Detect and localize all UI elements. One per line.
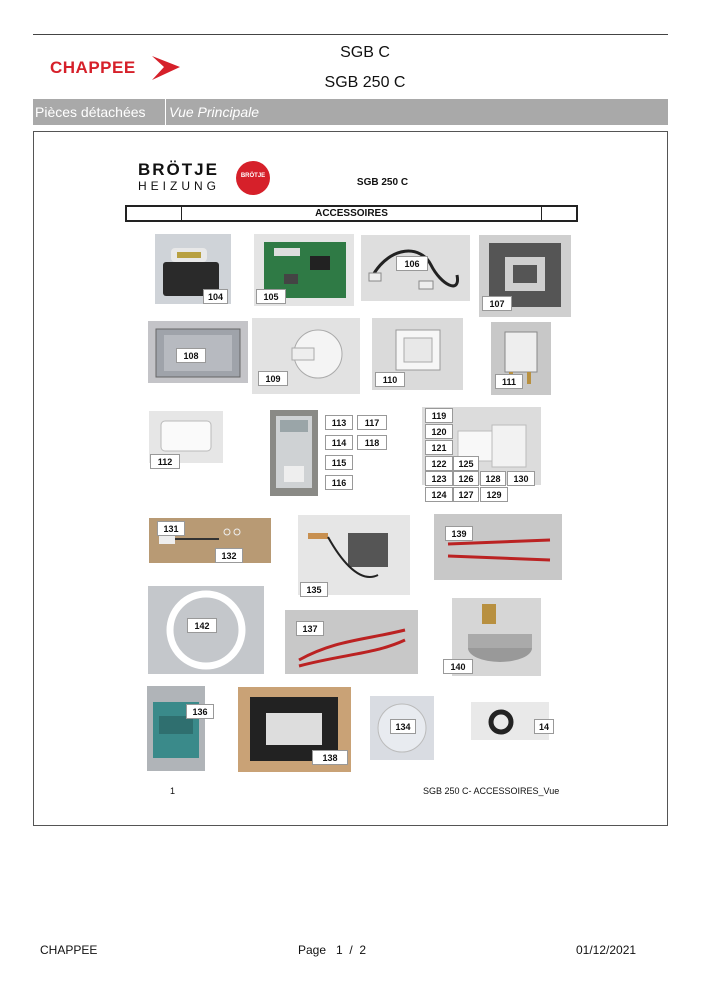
label-112: 112 xyxy=(150,454,180,469)
label-130: 130 xyxy=(507,471,535,486)
label-126: 126 xyxy=(453,471,479,486)
label-114: 114 xyxy=(325,435,353,450)
label-104: 104 xyxy=(203,289,228,304)
brand-badge-label: BRÖTJE xyxy=(240,173,266,179)
brotje-logo xyxy=(138,160,273,196)
accessoires-title: ACCESSOIRES xyxy=(315,208,388,219)
label-122: 122 xyxy=(425,456,453,471)
label-108: 108 xyxy=(176,348,206,363)
footer-brand: CHAPPEE xyxy=(40,943,98,957)
label-120: 120 xyxy=(425,424,453,439)
label-129: 129 xyxy=(480,487,508,502)
label-127: 127 xyxy=(453,487,479,502)
header-rule xyxy=(33,34,668,35)
label-131: 131 xyxy=(157,521,185,536)
label-140: 140 xyxy=(443,659,473,674)
label-136: 136 xyxy=(186,704,214,719)
part-photo-ignition-cables xyxy=(434,514,562,580)
section-bar xyxy=(33,99,668,125)
label-105: 105 xyxy=(256,289,286,304)
label-134: 134 xyxy=(390,719,416,734)
label-138: 138 xyxy=(312,750,348,765)
brand-badge-icon xyxy=(236,161,270,195)
diagram-page-number: 1 xyxy=(170,786,176,796)
part-photo-transformer xyxy=(147,686,205,771)
label-109: 109 xyxy=(258,371,288,386)
label-132: 132 xyxy=(215,548,243,563)
model-label: SGB 250 C xyxy=(356,177,409,188)
label-139: 139 xyxy=(445,526,473,541)
bar-left-label: Pièces détachées xyxy=(33,99,166,125)
label-119: 119 xyxy=(425,408,453,423)
label-123: 123 xyxy=(425,471,453,486)
label-142: 142 xyxy=(187,618,217,633)
label-128: 128 xyxy=(480,471,506,486)
label-14: 14 xyxy=(534,719,554,734)
footer-date: 01/12/2021 xyxy=(576,943,637,957)
label-135: 135 xyxy=(300,582,328,597)
label-137: 137 xyxy=(296,621,324,636)
brand-top: BRÖTJE xyxy=(138,160,219,179)
diagram-reference: SGB 250 C- ACCESSOIRES_Vue xyxy=(423,786,560,796)
bar-right-label: Vue Principale xyxy=(169,104,260,120)
label-117: 117 xyxy=(357,415,387,430)
label-107: 107 xyxy=(482,296,512,311)
logo-text: CHAPPEE xyxy=(50,58,136,77)
label-110: 110 xyxy=(375,372,405,387)
label-115: 115 xyxy=(325,455,353,470)
title-line2: SGB 250 C xyxy=(324,74,406,91)
part-photo-control-panel xyxy=(270,410,318,496)
label-121: 121 xyxy=(425,440,453,455)
logo-arrow-icon xyxy=(150,52,190,82)
label-125: 125 xyxy=(453,456,479,471)
brand-bottom: HEIZUNG xyxy=(138,179,220,193)
part-photo-electrode-cables xyxy=(285,610,418,674)
accessoires-header xyxy=(125,205,578,222)
label-106: 106 xyxy=(396,256,428,271)
footer-page: Page 1 / 2 xyxy=(298,943,367,957)
label-116: 116 xyxy=(325,475,353,490)
title-line1: SGB C xyxy=(340,44,390,61)
label-118: 118 xyxy=(357,435,387,450)
label-111: 111 xyxy=(495,374,523,389)
label-113: 113 xyxy=(325,415,353,430)
label-124: 124 xyxy=(425,487,453,502)
chappee-logo xyxy=(50,52,185,82)
